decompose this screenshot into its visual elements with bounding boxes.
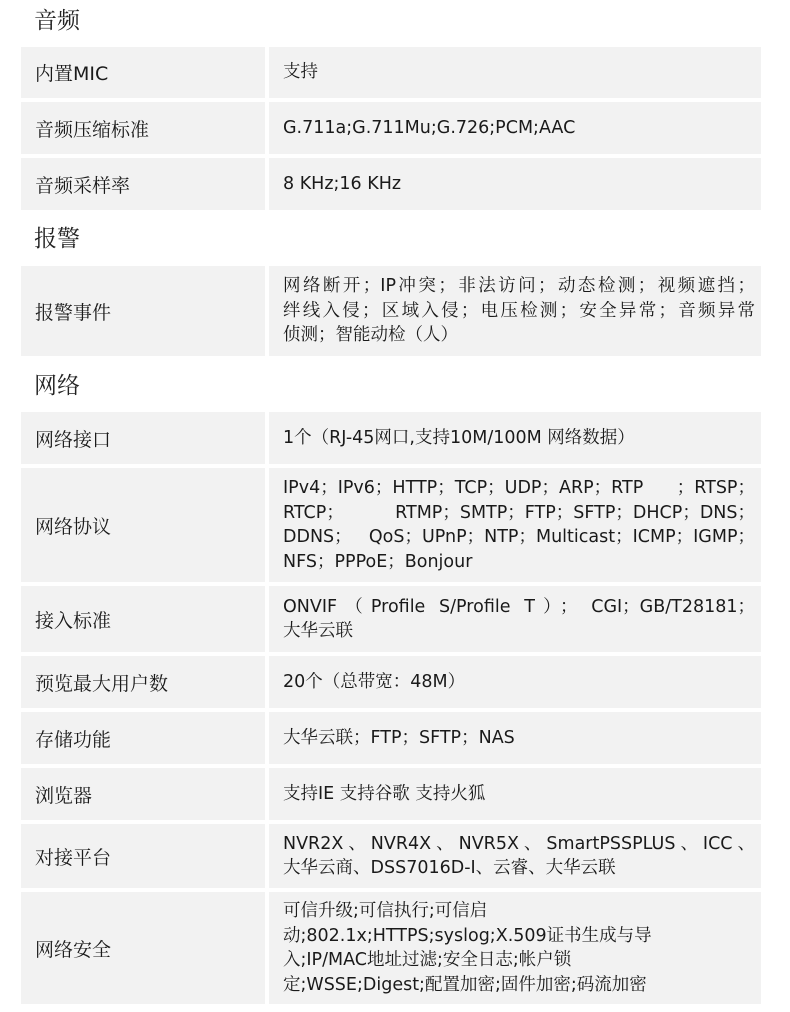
value-line: G.711a;G.711Mu;G.726;PCM;AAC <box>283 117 576 138</box>
value-line: NVR2X、NVR4X、NVR5X、SmartPSSPLUS、ICC、 <box>283 833 755 854</box>
spec-value <box>269 712 761 764</box>
spec-label: 网络协议 <box>21 468 265 582</box>
spec-value <box>269 47 761 98</box>
value-line: 绊线入侵；区域入侵；电压检测；安全异常；音频异常 <box>283 300 755 321</box>
value-line: RTCP； RTMP；SMTP；FTP；SFTP；DHCP；DNS； <box>283 502 755 523</box>
value-line: DDNS； QoS；UPnP；NTP；Multicast；ICMP；IGMP； <box>283 527 755 547</box>
section-title-alarm: 报警 <box>34 226 80 252</box>
spec-row-network-protocols <box>21 468 761 582</box>
spec-label: 网络接口 <box>21 412 265 464</box>
spec-value <box>269 768 761 820</box>
spec-label: 网络安全 <box>21 892 265 1004</box>
spec-label: 预览最大用户数 <box>21 656 265 708</box>
value-line: ONVIF（Profile S/Profile T）； CGI；GB/T28181； <box>283 596 755 617</box>
spec-row-max-preview-users <box>21 656 761 708</box>
value-line: 网络断开；IP冲突；非法访问；动态检测；视频遮挡； <box>283 276 755 297</box>
spec-row-storage <box>21 712 761 764</box>
spec-row-builtin-mic <box>21 47 761 98</box>
spec-label: 音频采样率 <box>21 158 265 210</box>
spec-value <box>269 468 761 582</box>
spec-label: 报警事件 <box>21 266 265 356</box>
value-line: 入;IP/MAC地址过滤;安全日志;帐户锁 <box>283 950 572 970</box>
spec-row-audio-compression <box>21 102 761 154</box>
spec-value <box>269 656 761 708</box>
spec-row-platform-integration <box>21 824 761 888</box>
value-line: 大华云商、DSS7016D-I、云睿、大华云联 <box>283 858 616 878</box>
spec-value <box>269 586 761 652</box>
value-line: NFS；PPPoE；Bonjour <box>283 551 473 572</box>
value-line: 1个（RJ-45网口,支持10M/100M 网络数据） <box>283 427 635 448</box>
value-line: 动;802.1x;HTTPS;syslog;X.509证书生成与导 <box>283 925 652 946</box>
spec-label: 音频压缩标准 <box>21 102 265 154</box>
spec-row-browser <box>21 768 761 820</box>
value-line: 支持IE 支持谷歌 支持火狐 <box>283 783 486 804</box>
spec-label: 对接平台 <box>21 824 265 888</box>
spec-row-access-standards <box>21 586 761 652</box>
value-line: 8 KHz;16 KHz <box>283 173 402 194</box>
spec-label: 接入标准 <box>21 586 265 652</box>
spec-row-alarm-events <box>21 266 761 356</box>
spec-value <box>269 892 761 1004</box>
spec-label: 存储功能 <box>21 712 265 764</box>
spec-row-network-security <box>21 892 761 1004</box>
spec-value <box>269 158 761 210</box>
spec-value <box>269 412 761 464</box>
section-title-audio: 音频 <box>34 8 80 34</box>
value-line: 大华云联；FTP；SFTP；NAS <box>283 727 515 748</box>
spec-label: 内置MIC <box>21 47 265 98</box>
value-line: 20个（总带宽：48M） <box>283 671 466 692</box>
spec-row-audio-sample-rate <box>21 158 761 210</box>
value-line: 大华云联 <box>283 621 353 641</box>
spec-value <box>269 266 761 356</box>
value-line: IPv4；IPv6；HTTP；TCP；UDP；ARP；RTP ；RTSP； <box>283 478 755 498</box>
spec-value <box>269 102 761 154</box>
value-line: 可信升级;可信执行;可信启 <box>283 901 488 921</box>
spec-label: 浏览器 <box>21 768 265 820</box>
spec-row-network-interface <box>21 412 761 464</box>
section-title-network: 网络 <box>34 373 80 399</box>
value-line: 定;WSSE;Digest;配置加密;固件加密;码流加密 <box>283 974 647 995</box>
value-line: 支持 <box>283 62 318 83</box>
value-line: 侦测；智能动检（人） <box>283 325 458 346</box>
spec-value <box>269 824 761 888</box>
